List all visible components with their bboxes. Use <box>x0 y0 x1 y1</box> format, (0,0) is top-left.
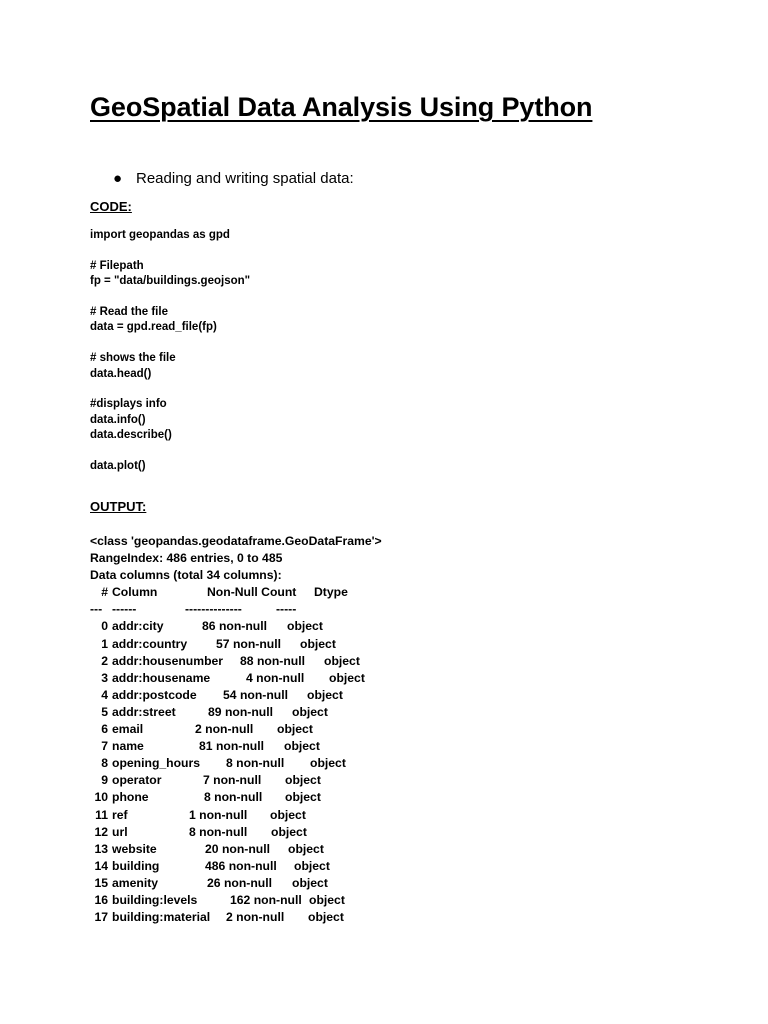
output-range-index: RangeIndex: 486 entries, 0 to 485 <box>90 551 283 566</box>
row-count: 57 non-null <box>216 636 281 651</box>
code-line: data = gpd.read_file(fp) <box>90 321 217 334</box>
row-index: 0 <box>101 619 108 634</box>
row-column: opening_hours <box>112 756 201 771</box>
row-dtype: object <box>277 722 313 737</box>
code-line: # shows the file <box>90 352 176 365</box>
table-separator <box>90 601 382 618</box>
table-rows <box>90 618 382 926</box>
page-title: GeoSpatial Data Analysis Using Python <box>90 92 593 122</box>
row-count: 20 non-null <box>205 841 270 856</box>
table-row <box>90 755 382 772</box>
table-row <box>90 670 382 687</box>
row-dtype: object <box>329 670 365 685</box>
row-index: 8 <box>101 756 108 771</box>
bullet-text: Reading and writing spatial data: <box>136 170 354 187</box>
row-column: email <box>112 722 144 737</box>
code-line: # Filepath <box>90 259 144 272</box>
code-label: CODE: <box>90 199 132 214</box>
table-row <box>90 721 382 738</box>
row-count: 1 non-null <box>189 807 248 822</box>
row-dtype: object <box>284 739 320 754</box>
row-column: addr:country <box>112 636 188 651</box>
row-column: addr:postcode <box>112 687 197 702</box>
table-row <box>90 772 382 789</box>
separator-dtype: ----- <box>276 602 297 617</box>
output-label: OUTPUT: <box>90 499 147 514</box>
table-row <box>90 653 382 670</box>
row-index: 14 <box>94 858 108 873</box>
row-count: 162 non-null <box>230 892 302 907</box>
row-column: building <box>112 858 160 873</box>
code-line <box>90 290 250 305</box>
row-dtype: object <box>285 773 321 788</box>
row-dtype: object <box>270 807 306 822</box>
row-index: 17 <box>94 910 108 925</box>
table-row <box>90 738 382 755</box>
code-line: fp = "data/buildings.geojson" <box>90 275 251 288</box>
row-count: 4 non-null <box>246 670 305 685</box>
code-line <box>90 382 250 397</box>
table-row <box>90 841 382 858</box>
row-count: 486 non-null <box>205 858 277 873</box>
row-index: 6 <box>101 722 108 737</box>
row-index: 1 <box>101 636 108 651</box>
row-column: website <box>112 841 157 856</box>
row-index: 9 <box>101 773 108 788</box>
row-index: 5 <box>101 704 108 719</box>
row-count: 2 non-null <box>195 722 254 737</box>
row-dtype: object <box>309 892 345 907</box>
table-row <box>90 789 382 806</box>
table-row <box>90 807 382 824</box>
row-dtype: object <box>292 704 328 719</box>
row-column: addr:street <box>112 704 176 719</box>
row-count: 8 non-null <box>226 756 285 771</box>
bullet-item <box>113 170 354 187</box>
row-dtype: object <box>307 687 343 702</box>
row-dtype: object <box>294 858 330 873</box>
row-count: 8 non-null <box>204 790 263 805</box>
header-count: Non-Null Count <box>207 585 297 600</box>
row-column: phone <box>112 790 149 805</box>
code-line: data.plot() <box>90 459 146 472</box>
code-line: # Read the file <box>90 305 168 318</box>
bullet-icon: ● <box>113 170 123 187</box>
row-count: 89 non-null <box>208 704 273 719</box>
code-line: data.info() <box>90 413 146 426</box>
row-column: addr:housenumber <box>112 653 224 668</box>
row-index: 11 <box>95 807 108 822</box>
row-dtype: object <box>292 875 328 890</box>
table-row <box>90 858 382 875</box>
table-row <box>90 618 382 635</box>
output-block <box>90 533 382 926</box>
row-dtype: object <box>271 824 307 839</box>
row-dtype: object <box>285 790 321 805</box>
row-column: ref <box>112 807 128 822</box>
row-column: name <box>112 739 144 754</box>
row-index: 13 <box>94 841 108 856</box>
row-index: 16 <box>94 892 108 907</box>
row-column: amenity <box>112 875 159 890</box>
output-data-columns: Data columns (total 34 columns): <box>90 568 282 583</box>
table-row <box>90 704 382 721</box>
output-class-line: <class 'geopandas.geodataframe.GeoDataFrame'> <box>90 534 382 548</box>
code-line <box>90 243 250 258</box>
row-index: 12 <box>94 824 108 839</box>
row-column: addr:city <box>112 619 164 634</box>
separator-column: ------ <box>112 602 137 617</box>
row-count: 2 non-null <box>226 910 285 925</box>
table-header <box>90 584 382 601</box>
row-index: 3 <box>101 670 108 685</box>
table-row <box>90 875 382 892</box>
row-index: 7 <box>101 739 108 754</box>
row-count: 54 non-null <box>223 687 288 702</box>
row-count: 7 non-null <box>203 773 262 788</box>
row-index: 4 <box>101 687 108 702</box>
row-column: operator <box>112 773 162 788</box>
table-row <box>90 909 382 926</box>
row-column: addr:housename <box>112 670 211 685</box>
table-row <box>90 636 382 653</box>
separator-idx: --- <box>90 602 103 617</box>
code-line <box>90 443 250 458</box>
row-count: 8 non-null <box>189 824 248 839</box>
row-index: 15 <box>94 875 108 890</box>
code-line: data.head() <box>90 367 152 380</box>
row-dtype: object <box>300 636 336 651</box>
row-dtype: object <box>308 910 344 925</box>
row-count: 26 non-null <box>207 875 272 890</box>
code-line: data.describe() <box>90 429 172 442</box>
row-index: 10 <box>94 790 108 805</box>
row-count: 88 non-null <box>240 653 305 668</box>
row-index: 2 <box>101 653 108 668</box>
row-dtype: object <box>310 756 346 771</box>
header-column: Column <box>112 585 158 600</box>
row-column: url <box>112 824 128 839</box>
row-dtype: object <box>287 619 323 634</box>
code-line: import geopandas as gpd <box>90 229 230 241</box>
table-row <box>90 892 382 909</box>
table-row <box>90 824 382 841</box>
row-dtype: object <box>288 841 324 856</box>
row-column: building:material <box>112 910 211 925</box>
row-column: building:levels <box>112 892 198 907</box>
header-dtype: Dtype <box>314 585 348 600</box>
table-row <box>90 687 382 704</box>
row-count: 86 non-null <box>202 619 267 634</box>
code-line <box>90 336 250 351</box>
row-dtype: object <box>324 653 360 668</box>
separator-count: -------------- <box>185 602 242 617</box>
code-line: #displays info <box>90 398 167 411</box>
header-idx: # <box>101 585 108 600</box>
code-block <box>90 228 250 474</box>
row-count: 81 non-null <box>199 739 264 754</box>
